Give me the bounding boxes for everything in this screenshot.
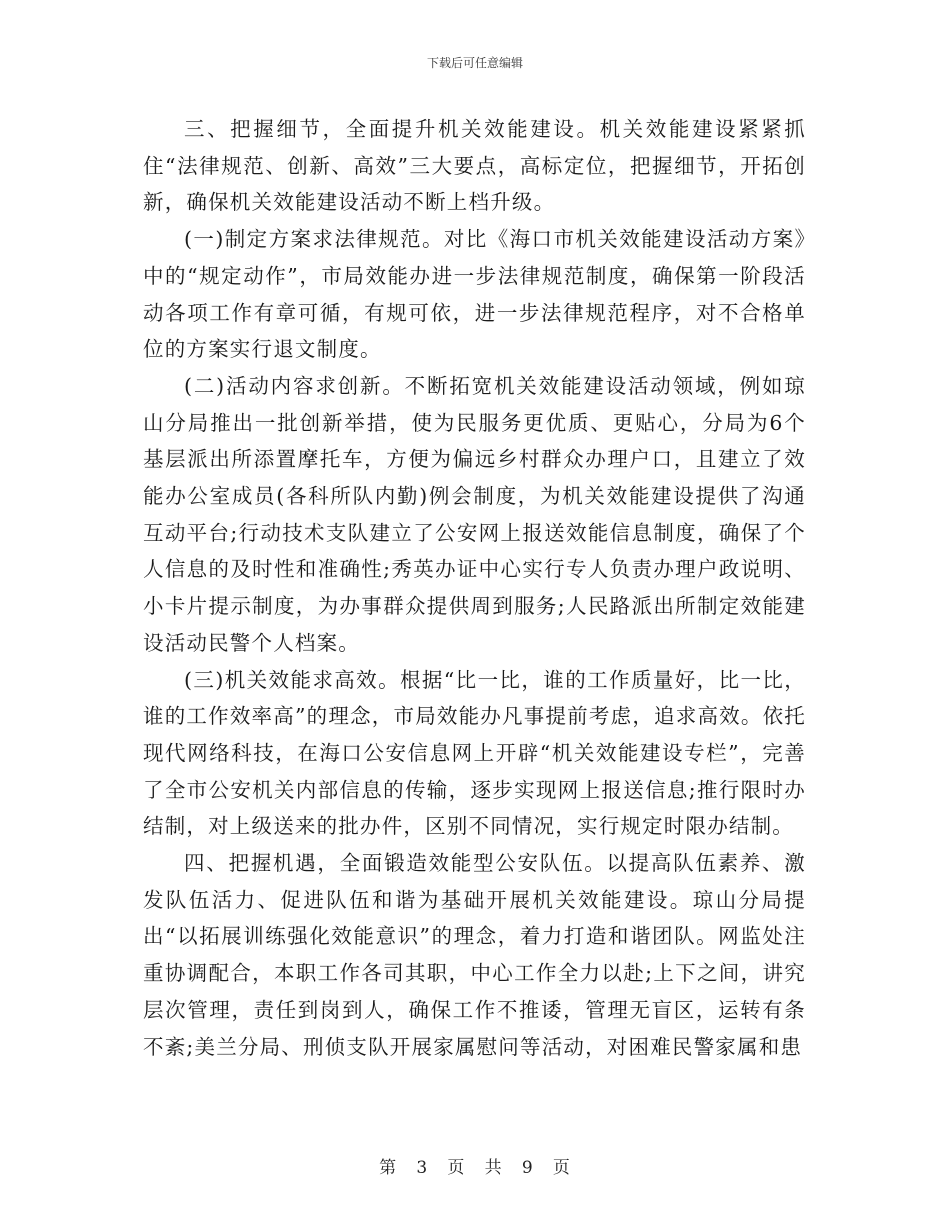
footer-page-word: 页 (447, 1158, 466, 1178)
page-footer (0, 1153, 950, 1178)
paragraph-item-three: (三)机关效能求高效。根据“比一比，谁的工作质量好，比一比，谁的工作效率高”的理念，市局效能办凡事提前考虑，追求高效。依托现代网络科技，在海口公安信息网上开辟“机关效能建设专栏”，完善了全市公安机关内部信息的传输，逐步实现网上报送信息;推行限时办结制，对上级送来的批办件，区别不同情况，实行规定时限办结制。 (143, 667, 806, 839)
footer-current-page: 3 (416, 1158, 429, 1178)
footer-prefix: 第 (379, 1158, 398, 1178)
paragraph-section-four: 四、把握机遇，全面锻造效能型公安队伍。以提高队伍素养、激发队伍活力、促进队伍和谐为基础开展机关效能建设。琼山分局提出“以拓展训练强化效能意识”的理念，着力打造和谐团队。网监处注重协调配合，本职工作各司其职，中心工作全力以赴;上下之间，讲究层次管理，责任到岗到人，确保工作不推诿，管理无盲区，运转有条不紊;美兰分局、刑侦支队开展家属慰问等活动，对困难民警家属和患 (143, 851, 806, 1059)
footer-suffix: 页 (552, 1158, 571, 1178)
paragraph-item-two: (二)活动内容求创新。不断拓宽机关效能建设活动领域，例如琼山分局推出一批创新举措，使为民服务更优质、更贴心，分局为6个基层派出所添置摩托车，方便为偏远乡村群众办理户口，且建立了效能办公室成员(各科所队内勤)例会制度，为机关效能建设提供了沟通互动平台;行动技术支队建立了公安网上报送效能信息制度，确保了个人信息的及时性和准确性;秀英办证中心实行专人负责办理户政说明、小卡片提示制度，为办事群众提供周到服务;人民路派出所制定效能建设活动民警个人档案。 (143, 373, 806, 655)
paragraph-section-three: 三、把握细节，全面提升机关效能建设。机关效能建设紧紧抓住“法律规范、创新、高效”三大要点，高标定位，把握细节，开拓创新，确保机关效能建设活动不断上档升级。 (143, 117, 806, 215)
footer-total-pages: 9 (521, 1158, 534, 1178)
footer-total-word: 共 (484, 1158, 503, 1178)
paragraph-item-one: (一)制定方案求法律规范。对比《海口市机关效能建设活动方案》中的“规定动作”，市局效能办进一步法律规范制度，确保第一阶段活动各项工作有章可循，有规可依，进一步法律规范程序，对不合格单位的方案实行退文制度。 (143, 227, 806, 362)
page-header: 下载后可任意编辑 (426, 56, 523, 70)
document-body (143, 111, 806, 1065)
